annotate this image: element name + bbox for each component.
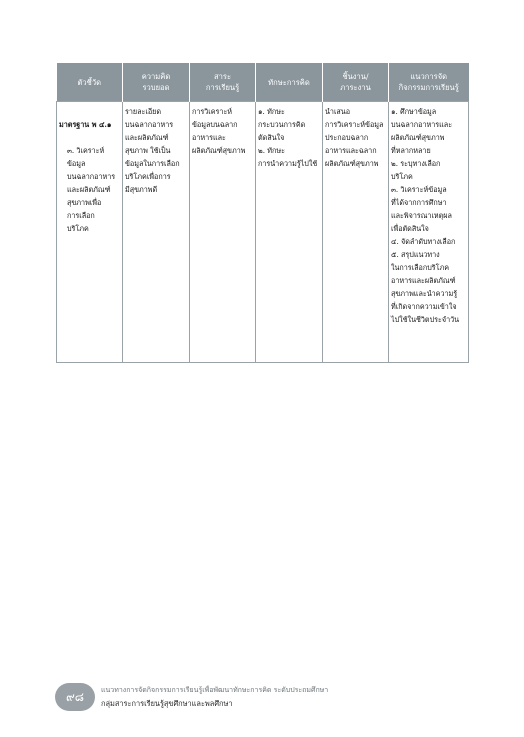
header-concept-line2: รวบยอด xyxy=(142,83,170,92)
footer-subject-title: กลุ่มสาระการเรียนรู้สุขศึกษาและพลศึกษา xyxy=(101,699,233,708)
page-number-badge: ๙๘ xyxy=(55,683,95,711)
header-task-line2: ภาระงาน xyxy=(340,83,371,92)
header-concept xyxy=(123,63,190,102)
cell-content: การวิเคราะห์ ข้อมูลบนฉลาก อาหารและ ผลิตภัณฑ์สุขภาพ xyxy=(190,102,256,363)
indicator-text: ๓. วิเคราะห์ข้อมูล บนฉลากอาหาร และผลิตภัณฑ์ สุขภาพเพื่อ การเลือก บริโภค xyxy=(67,146,116,233)
table-header-row xyxy=(57,63,469,102)
header-activities-line1: แนวการจัด xyxy=(410,72,448,81)
header-activities xyxy=(389,63,469,102)
footer-book-title: แนวทางการจัดกิจกรรมการเรียนรู้เพื่อพัฒนาทักษะการคิด ระดับประถมศึกษา xyxy=(101,686,329,694)
header-thinking xyxy=(256,63,323,102)
cell-activities: ๑. ศึกษาข้อมูล บนฉลากอาหารและ ผลิตภัณฑ์สุขภาพ ที่หลากหลาย ๒. ระบุทางเลือก บริโภค ๓. วิเคราะห์ข้อมูล ที่ได้จากการศึกษา และพิจารณาเหตุผล เพื่อตัดสินใจ ๔. จัดลำดับทางเลือก ๕. สรุปแนวทาง ในการเลือกบริโภค อาหารและผลิตภัณฑ์ สุขภาพและนำความรู้ ที่เกิดจากความเข้าใจ ไปใช้ในชีวิตประจำวัน xyxy=(389,102,469,363)
indicator-standard: มาตรฐาน พ ๔.๑ xyxy=(59,120,112,129)
table-row xyxy=(57,102,469,363)
header-content xyxy=(190,63,256,102)
header-activities-line2: กิจกรรมการเรียนรู้ xyxy=(398,83,459,92)
header-content-line2: การเรียนรู้ xyxy=(205,83,240,92)
header-task xyxy=(323,63,389,102)
curriculum-table xyxy=(56,63,469,363)
cell-concept: รายละเอียด บนฉลากอาหาร และผลิตภัณฑ์ สุขภาพ ใช้เป็น ข้อมูลในการเลือก บริโภคเพื่อการ มีสุขภาพดี xyxy=(123,102,190,363)
cell-thinking: ๑. ทักษะ กระบวนการคิด ตัดสินใจ ๒. ทักษะ การนำความรู้ไปใช้ xyxy=(256,102,323,363)
header-content-line1: สาระ xyxy=(213,72,232,81)
header-indicator-line1: ตัวชี้วัด xyxy=(77,77,102,87)
header-concept-line1: ความคิด xyxy=(141,72,171,81)
header-task-line1: ชิ้นงาน/ xyxy=(342,72,369,81)
header-thinking-line1: ทักษะการคิด xyxy=(268,77,310,87)
cell-task: นำเสนอ การวิเคราะห์ข้อมูล ประกอบฉลาก อาหารและฉลาก ผลิตภัณฑ์สุขภาพ xyxy=(323,102,389,363)
cell-indicator xyxy=(57,102,123,363)
header-indicator xyxy=(57,63,123,102)
